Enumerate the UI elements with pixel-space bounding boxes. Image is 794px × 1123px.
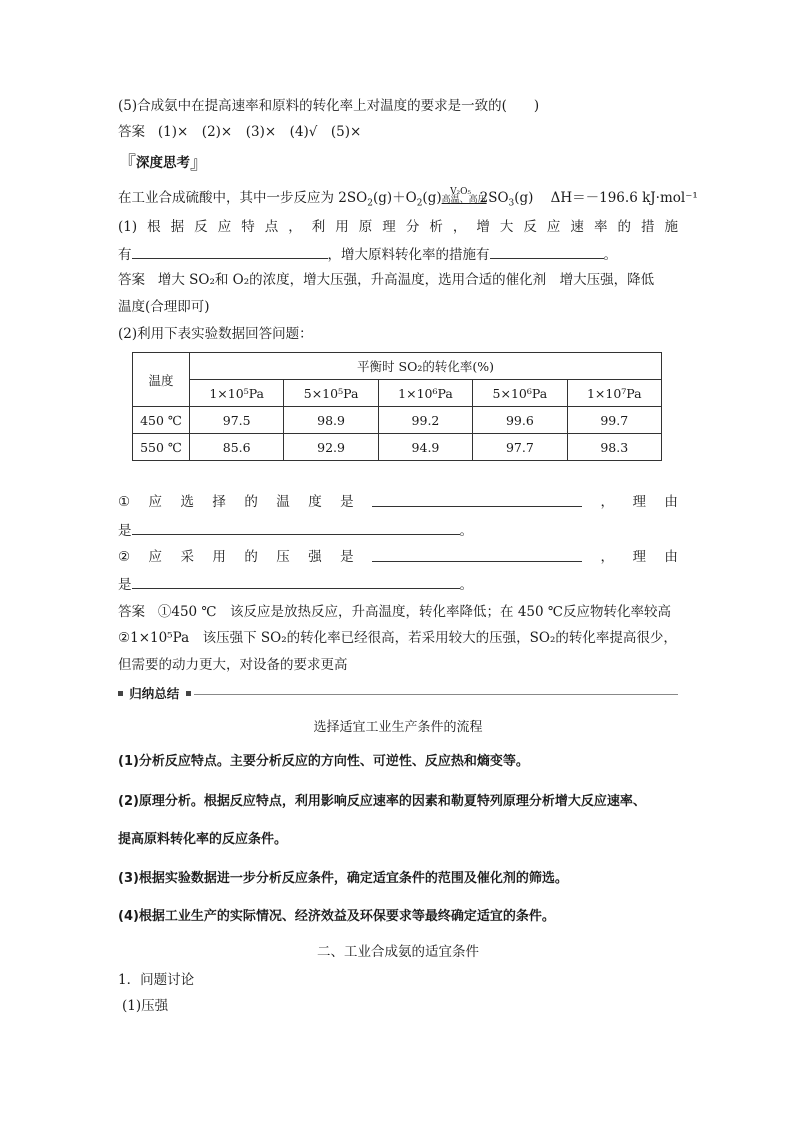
summary-p4: (4)根据工业生产的实际情况、经济效益及环保要求等最终确定适宜的条件。 [118,909,555,924]
value-cell: 97.5 [190,407,284,434]
answer-values: (1)× (2)× (3)× (4)√ (5)× [157,124,362,140]
blank-pressure[interactable] [372,547,582,562]
answer-1-line-1: 答案 增大 SO₂和 O₂的浓度，增大压强，升高温度，选用合适的催化剂 增大压强，降低 [118,272,655,288]
blank-pressure-reason[interactable] [132,574,460,589]
pressure-cell: 1×10⁵Pa [190,380,284,407]
value-cell: 85.6 [190,434,284,461]
pressure-cell: 5×10⁶Pa [473,380,567,407]
question-1-line-2: 有 ，增大原料转化率的措施有 。 [118,244,617,265]
pressure-cell: 1×10⁶Pa [378,380,472,407]
group-header: 平衡时 SO₂的转化率(%) [190,353,662,380]
section-2-sub-1: 1．问题讨论 [118,972,195,988]
question-2-1-line-2: 是 。 [118,520,473,541]
question-5: (5)合成氨中在提高速率和原料的转化率上对温度的要求是一致的( ) [118,98,540,114]
reaction-intro: 在工业合成硫酸中，其中一步反应为 [118,190,339,206]
reaction-condition: V₂O₅ 高温、高压 [441,187,487,205]
value-cell: 99.6 [473,407,567,434]
table-row [133,407,662,434]
square-bullet-icon [186,691,191,696]
reaction-right: $2SO_3(g)$ [479,190,534,209]
value-cell: 97.7 [473,434,567,461]
value-cell: 94.9 [378,434,472,461]
answer-label: 答案 [118,124,145,140]
square-bullet-icon [118,691,123,696]
pressure-row [133,380,662,407]
value-cell: 92.9 [284,434,378,461]
blank-2[interactable] [490,244,604,259]
blank-temperature-reason[interactable] [132,520,460,535]
question-2-1-line-1: ① 应 选 择 的 温 度 是 ， 理 由 [118,494,678,510]
question-2-2-line-1: ② 应 采 用 的 压 强 是 ， 理 由 [118,549,678,565]
reaction-enthalpy: ΔH＝－196.6 kJ·mol⁻¹ [550,190,698,206]
table-row [133,434,662,461]
question-2: (2)利用下表实验数据回答问题： [118,326,313,342]
conversion-table [132,352,662,461]
blank-temperature[interactable] [372,492,582,507]
temp-cell: 550 ℃ [133,434,190,461]
summary-p3: (3)根据实验数据进一步分析反应条件，确定适宜条件的范围及催化剂的筛选。 [118,871,568,886]
reaction-left: $2SO_2(g)+O_2(g)$ [338,190,442,209]
value-cell: 99.7 [567,407,661,434]
answer-2-line-3: 但需要的动力更大，对设备的要求更高 [118,657,348,673]
pressure-cell: 5×10⁵Pa [284,380,378,407]
deep-think-tag: 『深度思考』 [118,153,208,174]
answer-2-line-2: ②1×10⁵Pa 该压强下 SO₂的转化率已经很高，若采用较大的压强，SO₂的转化率提高很少， [118,630,677,646]
section-2-title: 二、工业合成氨的适宜条件 [317,944,479,960]
answer-line-1 [118,122,361,142]
answer-label: 答案 [118,604,145,620]
question-2-2-line-2: 是 。 [118,574,473,595]
question-1-line-1: (1) 根 据 反 应 特 点 ， 利 用 原 理 分 析 ， 增 大 反 应 速 率 的 措 施 [118,219,678,235]
value-cell: 98.3 [567,434,661,461]
summary-title: 选择适宜工业生产条件的流程 [313,720,483,735]
summary-p2-line-2: 提高原料转化率的反应条件。 [118,832,288,847]
answer-2-line-1: 答案 ①450 ℃ 该反应是放热反应，升高温度，转化率降低；在 450 ℃反应物转化率较高 [118,604,671,620]
reaction-line [118,188,698,214]
temp-header: 温度 [133,353,190,407]
bracket-left-icon: 『 [118,153,136,174]
blank-1[interactable] [132,244,328,259]
summary-header [118,684,678,704]
value-cell: 98.9 [284,407,378,434]
summary-label: 归纳总结 [129,686,180,701]
bracket-right-icon: 』 [190,153,208,174]
divider [194,694,678,695]
summary-p2-line-1: (2)原理分析。根据反应特点，利用影响反应速率的因素和勒夏特列原理分析增大反应速率、 [118,794,646,809]
section-2-sub-1-1: (1)压强 [122,998,169,1014]
summary-p1: (1)分析反应特点。主要分析反应的方向性、可逆性、反应热和熵变等。 [118,754,529,769]
answer-1-line-2: 温度(合理即可) [118,299,210,315]
temp-cell: 450 ℃ [133,407,190,434]
answer-label: 答案 [118,272,145,288]
pressure-cell: 1×10⁷Pa [567,380,661,407]
value-cell: 99.2 [378,407,472,434]
